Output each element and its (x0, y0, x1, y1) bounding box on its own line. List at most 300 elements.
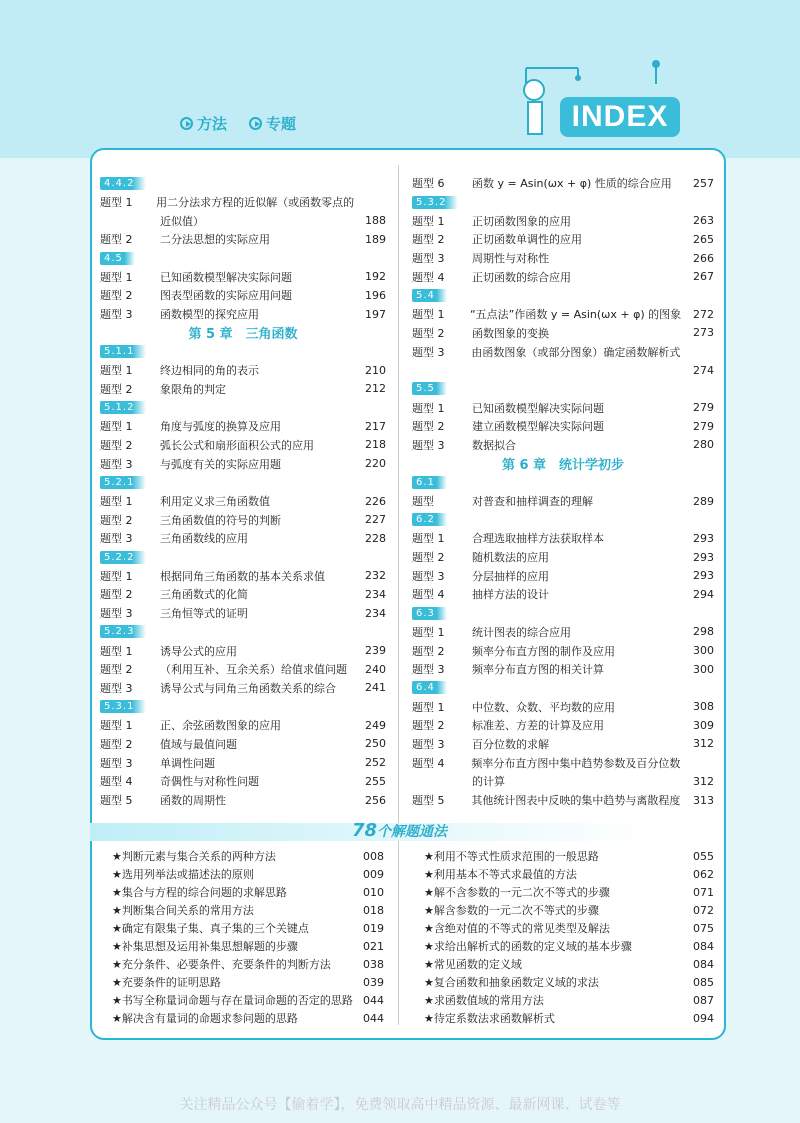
entry-type-label: 题型 2 (100, 233, 133, 247)
entry-page: 250 (365, 737, 386, 751)
method-title: ★判断元素与集合关系的两种方法 (112, 850, 276, 863)
method-title: ★判断集合间关系的常用方法 (112, 904, 254, 917)
section-tag: 4.5 (100, 252, 135, 265)
method-page: 071 (693, 885, 714, 899)
entry-page: 263 (693, 214, 714, 228)
entry-title: 奇偶性与对称性问题 (160, 775, 259, 789)
section-row (412, 193, 714, 212)
entry-title: 三角函数式的化简 (160, 588, 248, 602)
toc-entry[interactable] (412, 566, 714, 585)
entry-page: 234 (365, 606, 386, 620)
entry-page: 280 (693, 438, 714, 452)
entry-title: 正切函数的综合应用 (472, 270, 571, 284)
section-tag: 5.2.3 (100, 625, 146, 638)
toc-entry[interactable] (412, 174, 714, 193)
section-tag: 5.3.1 (100, 700, 146, 713)
method-page: 019 (363, 921, 384, 935)
method-page: 008 (363, 849, 384, 863)
toc-entry[interactable] (100, 286, 386, 305)
entry-page: 232 (365, 569, 386, 583)
entry-type-label: 题型 1 (100, 569, 133, 583)
entry-page: 279 (693, 419, 714, 433)
entry-type-label: 题型 1 (412, 625, 445, 639)
entry-page: 252 (365, 756, 386, 770)
entry-type-label: 题型 3 (100, 457, 133, 471)
entry-type-label: 题型 3 (412, 438, 445, 452)
entry-title: “五点法”作函数 y = Asin(ωx + φ) 的图象 (469, 308, 682, 322)
entry-page: 300 (693, 644, 714, 658)
entry-title: 数据拟合 (472, 438, 516, 452)
entry-title: 单调性问题 (160, 756, 215, 770)
method-title: ★解含参数的一元二次不等式的步骤 (424, 904, 599, 917)
entry-type-label: 题型 1 (412, 401, 445, 415)
method-page: 044 (363, 1011, 384, 1025)
method-page: 010 (363, 885, 384, 899)
entry-page: 273 (693, 326, 714, 340)
methods-title (352, 820, 447, 841)
entry-type-label: 题型 2 (100, 382, 133, 396)
method-title: ★解不含参数的一元二次不等式的步骤 (424, 886, 610, 899)
entry-type-label: 题型 2 (100, 663, 133, 677)
entry-page: 241 (365, 681, 386, 695)
play-circle-icon (180, 117, 193, 130)
index-badge: INDEX (560, 97, 680, 137)
method-title: ★书写全称量词命题与存在量词命题的否定的思路 (112, 994, 353, 1007)
method-entry[interactable] (424, 1009, 714, 1027)
entry-type-label: 题型 4 (412, 588, 445, 602)
entry-title: 分层抽样的应用 (472, 569, 549, 583)
entry-title: 二分法思想的实际应用 (160, 233, 270, 247)
header-band (0, 0, 800, 158)
entry-title: 正切函数图象的应用 (472, 214, 571, 228)
entry-type-label: 题型 1 (412, 214, 445, 228)
method-page: 018 (363, 903, 384, 917)
method-entry[interactable] (112, 1009, 384, 1027)
entry-type-label: 题型 2 (412, 233, 445, 247)
entry-type-label: 题型 3 (100, 532, 133, 546)
entry-title: 抽样方法的设计 (472, 588, 549, 602)
tab-topics[interactable] (249, 113, 296, 134)
entry-page: 227 (365, 513, 386, 527)
entry-type-label: 题型 1 (100, 270, 133, 284)
entry-title: 函数模型的探究应用 (160, 308, 259, 322)
toc-entry[interactable] (100, 679, 386, 698)
toc-entry[interactable] (412, 753, 714, 772)
method-page: 072 (693, 903, 714, 917)
entry-type-label: 题型 1 (100, 196, 133, 210)
toc-entry-continued (100, 211, 386, 230)
method-title: ★待定系数法求函数解析式 (424, 1012, 555, 1025)
entry-type-label: 题型 3 (100, 607, 133, 621)
method-entry[interactable] (424, 937, 714, 955)
entry-type-label: 题型 2 (100, 737, 133, 751)
entry-type-label: 题型 4 (412, 756, 445, 770)
entry-title: 由函数图象（或部分图象）确定函数解析式 (471, 345, 681, 359)
entry-title: 函数图象的变换 (472, 326, 549, 340)
entry-type-label: 题型 3 (100, 756, 133, 770)
entry-page: 266 (693, 251, 714, 265)
toc-entry[interactable] (412, 585, 714, 604)
entry-title: 频率分布直方图的制作及应用 (472, 644, 615, 658)
entry-page: 274 (693, 363, 714, 377)
toc-entry[interactable] (412, 492, 714, 511)
entry-title: 象限角的判定 (160, 382, 226, 396)
entry-page: 300 (693, 662, 714, 676)
method-entry[interactable] (424, 847, 714, 865)
methods-count: 78 (352, 820, 378, 841)
entry-type-label: 题型 4 (412, 270, 445, 284)
entry-page: 309 (693, 718, 714, 732)
entry-type-label: 题型 1 (100, 364, 133, 378)
entry-page: 298 (693, 625, 714, 639)
entry-type-label: 题型 2 (100, 438, 133, 452)
entry-type-label: 题型 3 (412, 345, 445, 359)
entry-type-label: 题型 2 (100, 289, 133, 303)
column-divider (398, 165, 399, 1025)
method-title: ★利用基本不等式求最值的方法 (424, 868, 577, 881)
method-page: 094 (693, 1011, 714, 1025)
entry-page: 220 (365, 457, 386, 471)
entry-page: 255 (365, 774, 386, 788)
entry-title: 正、余弦函数图象的应用 (160, 719, 281, 733)
entry-page: 312 (693, 774, 714, 788)
toc-entry[interactable] (412, 641, 714, 660)
entry-title: 频率分布直方图中集中趋势参数及百分位数 (471, 756, 681, 770)
entry-type-label: 题型 1 (100, 420, 133, 434)
section-row (412, 510, 714, 529)
section-row (100, 548, 386, 567)
method-entry[interactable] (112, 973, 384, 991)
method-entry[interactable] (424, 919, 714, 937)
toc-entry[interactable] (100, 380, 386, 399)
tab-label: 专题 (266, 115, 297, 133)
method-page: 039 (363, 975, 384, 989)
method-title: ★集合与方程的综合问题的求解思路 (112, 886, 287, 899)
entry-type-label: 题型 1 (412, 308, 445, 322)
entry-page: 217 (365, 419, 386, 433)
method-entry[interactable] (424, 955, 714, 973)
entry-page: 279 (693, 401, 714, 415)
entry-type-label: 题型 2 (100, 513, 133, 527)
toc-entry[interactable] (412, 548, 714, 567)
method-title: ★选用列举法或描述法的原则 (112, 868, 254, 881)
method-title: ★复合函数和抽象函数定义域的求法 (424, 976, 599, 989)
entry-type-label: 题型 2 (412, 551, 445, 565)
entry-type-label: 题型 6 (412, 177, 445, 191)
entry-title: 合理选取抽样方法获取样本 (472, 532, 604, 546)
section-row (100, 398, 386, 417)
entry-page: 210 (365, 363, 386, 377)
entry-title: 标准差、方差的计算及应用 (472, 719, 604, 733)
entry-type-label: 题型 3 (412, 663, 445, 677)
method-title: ★求函数值域的常用方法 (424, 994, 544, 1007)
entry-title: 正切函数单调性的应用 (472, 233, 582, 247)
toc-entry[interactable] (100, 772, 386, 791)
section-tag: 4.4.2 (100, 177, 146, 190)
entry-title: 三角函数值的符号的判断 (160, 513, 281, 527)
entry-page: 218 (365, 438, 386, 452)
entry-title: 诱导公式与同角三角函数关系的综合 (160, 681, 336, 695)
toc-entry[interactable] (100, 716, 386, 735)
method-entry[interactable] (112, 847, 384, 865)
entry-page: 289 (693, 494, 714, 508)
entry-page: 294 (693, 587, 714, 601)
section-row (412, 473, 714, 492)
entry-title: 已知函数模型解决实际问题 (472, 401, 604, 415)
toc-entry-continued (412, 772, 714, 791)
toc-entry[interactable] (412, 791, 714, 810)
entry-page: 196 (365, 288, 386, 302)
entry-page: 265 (693, 232, 714, 246)
method-page: 084 (693, 939, 714, 953)
entry-page: 308 (693, 700, 714, 714)
entry-page: 272 (693, 307, 714, 321)
method-page: 055 (693, 849, 714, 863)
entry-type-label: 题型 3 (412, 252, 445, 266)
toc-entry[interactable] (100, 361, 386, 380)
section-row (412, 286, 714, 305)
toc-entry[interactable] (412, 697, 714, 716)
method-entry[interactable] (112, 937, 384, 955)
method-title: ★利用不等式性质求范围的一般思路 (424, 850, 599, 863)
section-tag: 5.4 (412, 289, 447, 302)
method-entry[interactable] (112, 865, 384, 883)
entry-title: 近似值） (160, 214, 204, 228)
toc-entry[interactable] (412, 735, 714, 754)
toc-left-column (100, 174, 386, 809)
entry-type-label: 题型 2 (412, 644, 445, 658)
section-row (100, 174, 386, 193)
method-entry[interactable] (424, 865, 714, 883)
entry-title: 诱导公式的应用 (160, 644, 237, 658)
play-circle-icon (249, 117, 262, 130)
toc-entry[interactable] (100, 791, 386, 810)
entry-type-label: 题型 4 (100, 775, 133, 789)
entry-type-label: 题型 1 (412, 700, 445, 714)
toc-entry[interactable] (412, 623, 714, 642)
entry-title: 其他统计图表中反映的集中趋势与离散程度 (471, 794, 681, 808)
toc-entry[interactable] (412, 436, 714, 455)
entry-title: 三角恒等式的证明 (160, 607, 248, 621)
entry-title: 终边相同的角的表示 (160, 364, 259, 378)
toc-entry[interactable] (100, 660, 386, 679)
method-entry[interactable] (112, 955, 384, 973)
entry-title: 三角函数线的应用 (160, 532, 248, 546)
entry-type-label: 题型 3 (412, 569, 445, 583)
entry-title: 中位数、众数、平均数的应用 (472, 700, 615, 714)
entry-type-label: 题型 1 (412, 532, 445, 546)
method-page: 009 (363, 867, 384, 881)
entry-title: 频率分布直方图的相关计算 (472, 663, 604, 677)
entry-title: 角度与弧度的换算及应用 (160, 420, 281, 434)
toc-entry[interactable] (100, 510, 386, 529)
method-page: 062 (693, 867, 714, 881)
toc-entry[interactable] (100, 529, 386, 548)
entry-title: 建立函数模型解决实际问题 (472, 420, 604, 434)
methods-title-text: 个解题通法 (377, 824, 448, 840)
section-tag: 6.2 (412, 513, 447, 526)
entry-title: 的计算 (472, 775, 505, 789)
method-title: ★充分条件、必要条件、充要条件的判断方法 (112, 958, 331, 971)
entry-type-label: 题型 2 (100, 588, 133, 602)
entry-page: 312 (693, 737, 714, 751)
method-title: ★确定有限集子集、真子集的三个关键点 (112, 922, 309, 935)
entry-title: （利用互补、互余关系）给值求值问题 (160, 663, 347, 677)
entry-title: 对普查和抽样调查的理解 (472, 495, 593, 509)
method-entry[interactable] (424, 991, 714, 1009)
toc-entry[interactable] (100, 454, 386, 473)
toc-entry[interactable] (100, 417, 386, 436)
method-title: ★解决含有量词的命题求参问题的思路 (112, 1012, 298, 1025)
toc-entry[interactable] (100, 566, 386, 585)
method-page: 038 (363, 957, 384, 971)
toc-entry[interactable] (100, 604, 386, 623)
entry-title: 周期性与对称性 (472, 252, 549, 266)
section-tag: 5.3.2 (412, 196, 458, 209)
methods-left-column (112, 847, 384, 1027)
toc-entry-continued (412, 361, 714, 380)
toc-entry[interactable] (412, 342, 714, 361)
toc-entry[interactable] (412, 230, 714, 249)
toc-entry[interactable] (100, 492, 386, 511)
toc-entry[interactable] (100, 641, 386, 660)
method-page: 044 (363, 993, 384, 1007)
method-page: 021 (363, 939, 384, 953)
entry-page: 257 (693, 176, 714, 190)
method-entry[interactable] (424, 901, 714, 919)
section-row (412, 679, 714, 698)
entry-page: 189 (365, 232, 386, 246)
toc-entry[interactable] (412, 211, 714, 230)
toc-entry[interactable] (100, 735, 386, 754)
toc-entry[interactable] (412, 398, 714, 417)
method-entry[interactable] (112, 919, 384, 937)
toc-entry[interactable] (100, 193, 386, 212)
toc-entry[interactable] (412, 417, 714, 436)
entry-title: 用二分法求方程的近似解（或函数零点的 (156, 196, 355, 210)
entry-page: 228 (365, 531, 386, 545)
method-page: 085 (693, 975, 714, 989)
toc-entry[interactable] (100, 267, 386, 286)
entry-type-label: 题型 2 (412, 326, 445, 340)
method-entry[interactable] (424, 973, 714, 991)
section-row (412, 380, 714, 399)
entry-title: 弧长公式和扇形面积公式的应用 (160, 438, 314, 452)
method-entry[interactable] (112, 901, 384, 919)
entry-page: 226 (365, 494, 386, 508)
section-row (100, 473, 386, 492)
entry-title: 已知函数模型解决实际问题 (160, 270, 292, 284)
entry-page: 293 (693, 569, 714, 583)
entry-type-label: 题型 5 (412, 794, 445, 808)
entry-page: 239 (365, 644, 386, 658)
entry-type-label: 题型 1 (100, 719, 133, 733)
toc-entry[interactable] (100, 436, 386, 455)
entry-title: 根据同角三角函数的基本关系求值 (160, 569, 325, 583)
method-title: ★求给出解析式的函数的定义域的基本步骤 (424, 940, 632, 953)
toc-right-column (412, 174, 714, 809)
chapter-heading: 第 6 章 统计学初步 (501, 458, 625, 474)
entry-page: 234 (365, 587, 386, 601)
entry-type-label: 题型 3 (100, 308, 133, 322)
entry-type-label: 题型 2 (412, 719, 445, 733)
entry-title: 百分位数的求解 (472, 737, 549, 751)
toc-entry[interactable] (100, 753, 386, 772)
entry-page: 249 (365, 718, 386, 732)
entry-title: 值域与最值问题 (160, 737, 237, 751)
header-tabs (180, 113, 296, 134)
entry-page: 188 (365, 214, 386, 228)
section-tag: 5.1.1 (100, 345, 146, 358)
chapter-heading: 第 5 章 三角函数 (188, 327, 298, 343)
entry-type-label: 题型 5 (100, 794, 133, 808)
toc-entry[interactable] (100, 585, 386, 604)
footer-note: 关注精品公众号【偷着学】，免费领取高中精品资源、最新网课、试卷等 (179, 1097, 621, 1113)
entry-title: 随机数法的应用 (472, 551, 549, 565)
toc-entry[interactable] (100, 305, 386, 324)
entry-page: 293 (693, 531, 714, 545)
method-title: ★含绝对值的不等式的常见类型及解法 (424, 922, 610, 935)
entry-title: 利用定义求三角函数值 (160, 495, 270, 509)
section-tag: 6.3 (412, 607, 447, 620)
toc-entry[interactable] (412, 267, 714, 286)
method-page: 084 (693, 957, 714, 971)
section-tag: 6.4 (412, 681, 447, 694)
method-title: ★补集思想及运用补集思想解题的步骤 (112, 940, 298, 953)
entry-page: 212 (365, 382, 386, 396)
entry-page: 192 (365, 270, 386, 284)
entry-type-label: 题型 1 (100, 644, 133, 658)
section-row (100, 249, 386, 268)
entry-page: 256 (365, 793, 386, 807)
section-tag: 5.2.1 (100, 476, 146, 489)
entry-page: 313 (693, 793, 714, 807)
method-title: ★充要条件的证明思路 (112, 976, 221, 989)
entry-page: 293 (693, 550, 714, 564)
toc-entry[interactable] (412, 324, 714, 343)
entry-type-label: 题型 1 (100, 495, 133, 509)
entry-page: 197 (365, 307, 386, 321)
method-entry[interactable] (112, 991, 384, 1009)
toc-entry[interactable] (412, 305, 714, 324)
entry-title: 函数 y = Asin(ωx + φ) 性质的综合应用 (472, 177, 672, 191)
section-tag: 6.1 (412, 476, 447, 489)
toc-entry[interactable] (412, 249, 714, 268)
entry-type-label: 题型 3 (100, 681, 133, 695)
section-row (100, 342, 386, 361)
toc-entry[interactable] (412, 529, 714, 548)
entry-title: 图表型函数的实际应用问题 (160, 289, 292, 303)
toc-entry[interactable] (412, 660, 714, 679)
method-entry[interactable] (112, 883, 384, 901)
tab-label: 方法 (197, 115, 228, 133)
entry-title: 与弧度有关的实际应用题 (160, 457, 281, 471)
section-row (412, 604, 714, 623)
method-entry[interactable] (424, 883, 714, 901)
tab-methods[interactable] (180, 113, 227, 134)
section-tag: 5.5 (412, 382, 447, 395)
entry-page: 267 (693, 270, 714, 284)
section-row (100, 623, 386, 642)
toc-entry[interactable] (412, 716, 714, 735)
method-title: ★常见函数的定义域 (424, 958, 522, 971)
toc-entry[interactable] (100, 230, 386, 249)
method-page: 075 (693, 921, 714, 935)
section-tag: 5.1.2 (100, 401, 146, 414)
methods-right-column (424, 847, 714, 1027)
section-row (100, 697, 386, 716)
section-tag: 5.2.2 (100, 551, 146, 564)
